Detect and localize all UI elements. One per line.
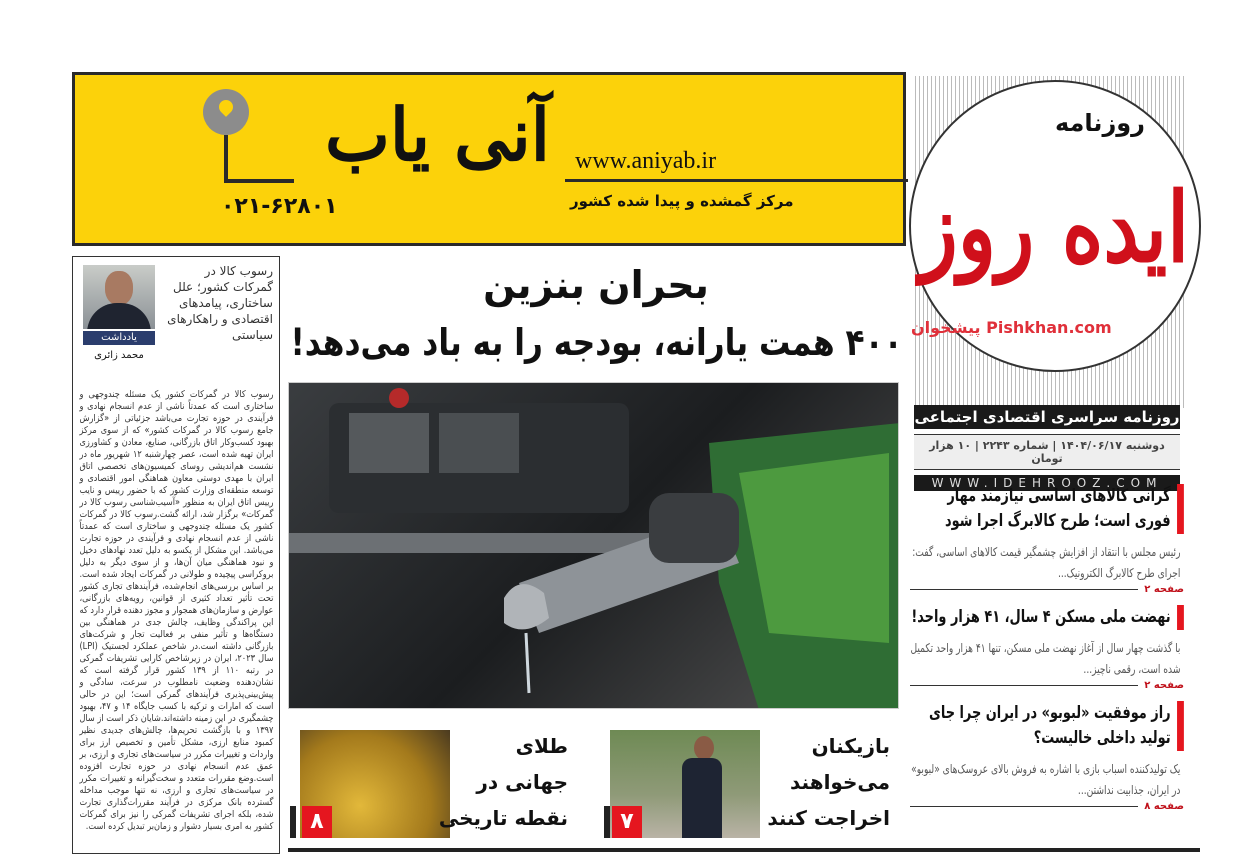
news-summary: رئیس مجلس با انتقاد از افزایش چشمگیر قیمت کالاهای اساسی، گفت: اجرای طرح کالابرگ الکترونیک... (912, 545, 1181, 580)
column-label: یادداشت (83, 331, 155, 345)
column-body: رسوب کالا در گمرکات کشور یک مسئله چندوجهی و ساختاری است که عمدتاً ناشی از عدم انسجام نهادی و فرآیندی در حوزه تجارت می‌باشد جزئیاتی از «گزارش جامع رسوب کالا در گمرکات کشور» که از سوی مرکز بهبود کسب‌وکار اتاق بازرگانی، صنایع، معادن و کشاورزی ایران تهیه شده است، عصر چهارشنبه ۱۲ شهریور ماه در نشست هم‌اندیشی روسای کمیسیون‌های تخصصی اتاق ایران با مهدی دوستی معاون هماهنگی امور اقتصادی و توسعه منطقه‌ای وزارت کشور که با حضور رییس و نایب رییس اتاق ایران به منظور «آسیب‌شناسی رسوب کالا در گمرکات» برگزار شد، ارائه گشت.رسوب کالا در گمرکات کشور یک مسئله چندوجهی و ساختاری است که عمدتاً ناشی از عدم انسجام نهادی و فرآیندی در حوزه تجارت می‌باشد. این مشکل از یکسو به دلیل تعدد نهادهای دخیل و نبود هماهنگی میان آن‌ها، و از سوی دیگر به دلیل بروکراسی پیچیده و طولانی در گمرکات ایجاد شده است. بر اساس بررسی‌های انجام‌شده، فرآیندهای تجاری کشور تحت تأثیر تعداد کثیری از قوانین، رویه‌های بازرگانی، عوارض و سازمان‌های همجوار و مجوز دهنده قرار دارد که این پراکندگی وظایف، چالش جدی در هماهنگی بین دستگاه‌ها و تأثیر منفی بر فعالیت تجار و شرکت‌های بازرگانی داشته است.در شاخص عملکرد لجستیک (LPI) سال ۲۰۲۳، ایران در زیرشاخص کارایی تشریفات گمرکی در رتبه ۱۱۰ از ۱۳۹ کشور قرار گرفته است که نشان‌دهنده وضعیت نامطلوب در سرعت، سادگی و پیش‌بینی‌پذیری فرآیندهای گمرکی است؛ این در حالی است که امارات و ترکیه با کسب جایگاه ۱۴ و ۴۷، بهبود چشمگیری در این زمینه داشته‌اند.شایان ذکر است از سال ۱۳۹۷ و با بازگشت تحریم‌ها، چالش‌های جدیدی نظیر کمبود منابع ارزی، مشکل تأمین و تخصیص ارز برای واردات و تغییرات مکرر در سیاست‌های تجاری و ارزی، بر عمق عدم انسجام نهادی در حوزه تجارت افزوده است.وضع مقررات متعدد و سخت‌گیرانه و تغییرات مکرر در سیاست‌های تجاری و ارزی، نه تنها موجب مداخله گسترده بانک مرکزی در فرآیند مقررات‌گذاری تجارت شده، بلکه اجرای تشریفات گمرکی را نیز برای گمرکات کشور به امری بسیار دشوار و زمان‌بر تبدیل کرده است. (79, 389, 273, 832)
masthead-info (914, 405, 1180, 491)
news-page: صفحه ۲ (1144, 584, 1184, 595)
page-marker-bar (290, 806, 296, 838)
main-subheadline-box (290, 318, 902, 368)
news-page: صفحه ۲ (1144, 680, 1184, 691)
column-body-area (79, 389, 273, 847)
news-summary: یک تولیدکننده اسباب بازی با اشاره به فروش بالای عروسک‌های «لبوبو» در ایران، جذابیت نداشتن... (911, 762, 1181, 797)
masthead-logo (905, 68, 1200, 408)
news-item[interactable] (910, 701, 1184, 812)
ad-divider (565, 179, 908, 182)
ad-url[interactable]: www.aniyab.ir (575, 148, 717, 174)
teaser-title: طلای جهانی در نقطه تاریخی (438, 734, 568, 830)
ad-phone: ۰۲۱-۶۲۸۰۱ (221, 194, 338, 219)
logo-name-box (919, 168, 1189, 288)
side-news-list (910, 484, 1184, 822)
aniyab-ad-banner[interactable] (72, 72, 906, 246)
teaser-gold[interactable] (288, 728, 588, 840)
masthead-subtitle: روزنامه سراسری اقتصادی اجتماعی (914, 405, 1180, 429)
bottom-rule (288, 848, 1200, 852)
dateline: دوشنبه ۱۴۰۴/۰۶/۱۷ | شماره ۲۲۴۳ | ۱۰ هزار تومان (914, 434, 1180, 470)
column-title: رسوب کالا در گمرکات کشور؛ علل ساختاری، پیامدهای اقتصادی و راهکارهای سیاستی (167, 264, 273, 342)
news-summary: با گذشت چهار سال از آغاز نهضت ملی مسکن، تنها ۴۱ هزار واحد تکمیل شده است، رقمی ناچیز... (910, 641, 1181, 676)
teaser-sports[interactable] (600, 728, 900, 840)
author-photo (83, 265, 155, 329)
main-headline[interactable]: بحران بنزین (483, 263, 709, 307)
news-item[interactable] (910, 605, 1184, 691)
ad-divider (224, 135, 228, 183)
ad-divider (224, 179, 294, 183)
teaser-page-number: ۸ (302, 806, 332, 838)
news-title: نهضت ملی مسکن ۴ سال، ۴۱ هزار واحد! (910, 605, 1184, 630)
ad-tagline: مرکز گمشده و پیدا شده کشور (570, 192, 794, 210)
page-marker-bar (604, 806, 610, 838)
ad-brand: آنی یاب (324, 92, 550, 177)
fuel-nozzle-photo (288, 382, 899, 709)
logo-name: ایده روز (918, 171, 1189, 284)
teaser-title: بازیکنان می‌خواهند اخراجت کنند (767, 734, 890, 830)
news-title: گرانی کالاهای اساسی نیازمند مهار فوری است؛ طرح کالابرگ اجرا شود (910, 484, 1184, 534)
watermark: پیشخوان Pishkhan.com (911, 318, 1112, 337)
location-pin-icon (203, 89, 249, 135)
news-item[interactable] (910, 484, 1184, 595)
main-subheadline[interactable]: ۴۰۰ همت یارانه، بودجه را به باد می‌دهد! (290, 321, 903, 364)
news-title: راز موفقیت «لبوبو» در ایران چرا جای تولید داخلی خالیست؟ (910, 701, 1184, 751)
opinion-column (72, 256, 280, 854)
column-author: محمد زائری (94, 350, 144, 361)
news-page: صفحه ۸ (1144, 801, 1184, 812)
website[interactable]: WWW.IDEHROOZ.COM (914, 475, 1180, 491)
logo-prefix: روزنامه (1055, 109, 1145, 137)
ad-brand-box (324, 92, 550, 177)
teaser-page-number: ۷ (612, 806, 642, 838)
